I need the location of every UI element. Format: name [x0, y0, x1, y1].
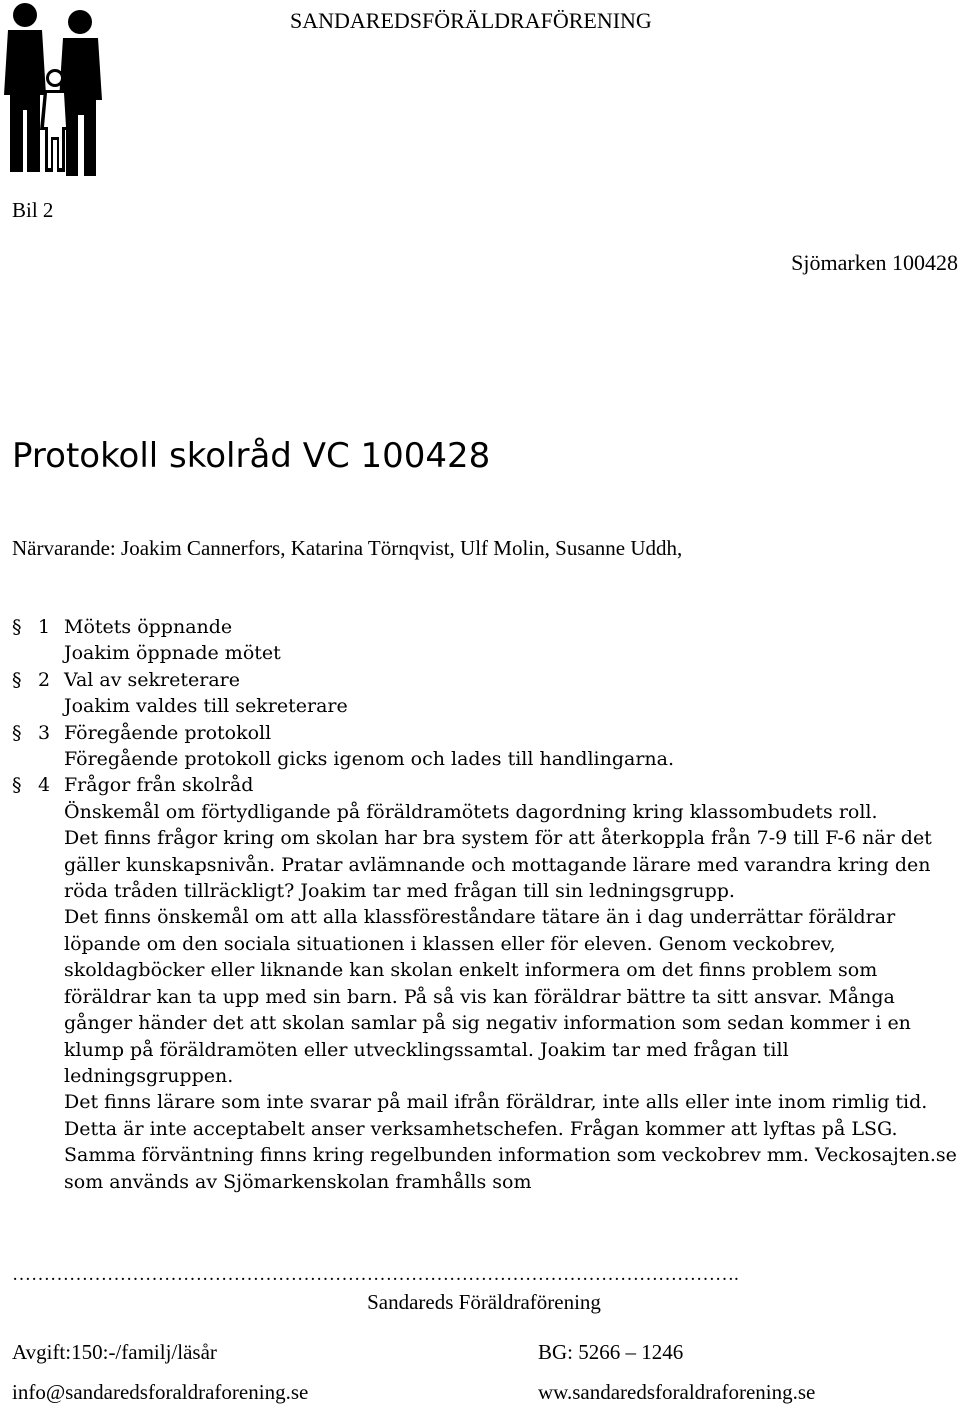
page-title: Protokoll skolråd VC 100428 [12, 436, 491, 476]
agenda-item-4 [12, 772, 960, 1195]
section-number-value: 4 [38, 774, 51, 797]
section-symbol: § [12, 774, 22, 797]
section-number-value: 2 [38, 668, 51, 691]
organization-name: SANDAREDSFÖRÄLDRAFÖRENING [290, 8, 652, 33]
bank-giro: BG: 5266 – 1246 [538, 1340, 684, 1364]
attachment-label: Bil 2 [12, 198, 54, 222]
agenda-body: Joakim valdes till sekreterare [64, 695, 348, 718]
section-symbol: § [12, 616, 22, 638]
agenda-item-2 [12, 667, 960, 720]
footer-organization: Sandareds Föräldraförening [367, 1290, 601, 1314]
agenda-list [12, 614, 960, 1195]
section-number [12, 667, 50, 693]
section-number-value: 3 [38, 721, 51, 744]
contact-email: info@sandaredsforaldraforening.se [12, 1380, 309, 1404]
agenda-heading: Val av sekreterare [64, 668, 240, 691]
section-number [12, 772, 50, 798]
agenda-heading: Frågor från skolråd [64, 774, 254, 797]
agenda-heading: Föregående protokoll [64, 721, 272, 744]
section-number-value: 1 [38, 616, 51, 638]
agenda-paragraph: Det finns frågor kring om skolan har bra system för att återkoppla från 7-9 till F-6 när det gäller kunskapsnivån. Pratar avlämnande och mottagande lärare med varandra kring den röda tråden tillräckligt? Joakim tar med frågan till sin ledningsgrupp. [64, 827, 932, 903]
agenda-item-3 [12, 720, 960, 773]
agenda-paragraph: Önskemål om förtydligande på föräldramötets dagordning kring klassombudets roll. [64, 800, 878, 823]
agenda-body: Joakim öppnade mötet [64, 642, 281, 665]
agenda-paragraph: Det finns lärare som inte svarar på mail ifrån föräldrar, inte alls eller inte inom rimlig tid. Detta är inte acceptabelt anser verksamhetschefen. Frågan kommer att lyftas på LSG. Samma förväntning finns kring regelbunden information som veckobrev mm. Veckosajten.se som används av Sjömarkenskolan framhålls som [64, 1091, 957, 1193]
section-number [12, 720, 50, 746]
section-number [12, 614, 50, 640]
agenda-heading: Mötets öppnande [64, 616, 233, 638]
attendees-line: Närvarande: Joakim Cannerfors, Katarina Törnqvist, Ulf Molin, Susanne Uddh, [12, 536, 683, 560]
place-date: Sjömarken 100428 [791, 250, 958, 275]
section-symbol: § [12, 721, 22, 744]
agenda-item-1 [12, 614, 960, 667]
website-url: ww.sandaredsforaldraforening.se [538, 1380, 816, 1404]
footer-divider-dots: ……………………………………………………………………………………………………. [12, 1264, 739, 1285]
family-silhouette-icon [0, 0, 110, 178]
agenda-body: Föregående protokoll gicks igenom och lades till handlingarna. [64, 748, 675, 771]
membership-fee: Avgift:150:-/familj/läsår [12, 1340, 217, 1364]
agenda-paragraph: Det finns önskemål om att alla klassföreståndare tätare än i dag underrättar föräldrar löpande om den sociala situationen i klassen eller för eleven. Genom veckobrev, skoldagböcker eller liknande kan skolan enkelt informera om det finns problem som föräldrar kan ta upp med sin barn. På så vis kan föräldrar bättre ta sitt ansvar. Många gånger händer det att skolan samlar på sig negativ information som sedan kommer i en klump på föräldramöten eller utvecklingssamtal. Joakim tar med frågan till ledningsgruppen. [64, 906, 911, 1087]
section-symbol: § [12, 668, 22, 691]
